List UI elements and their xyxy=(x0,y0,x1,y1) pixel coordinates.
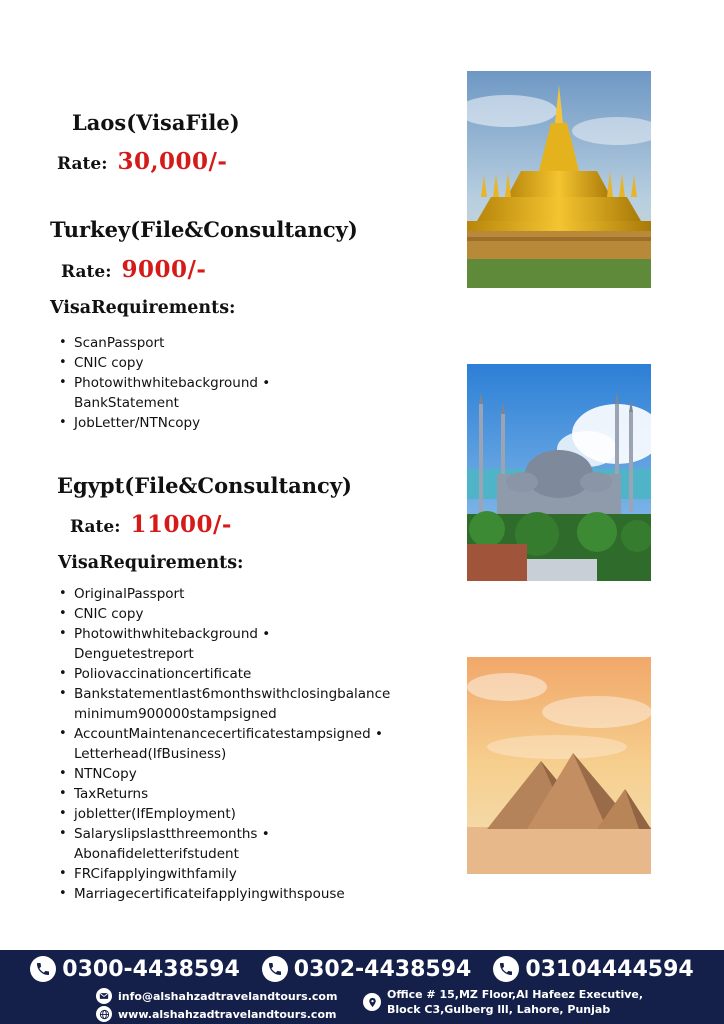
laos-title: Laos(VisaFile) xyxy=(72,110,240,135)
pha-that-luang-photo xyxy=(467,71,651,288)
website-text: www.alshahzadtravelandtours.com xyxy=(118,1007,337,1021)
egypt-requirements-list xyxy=(58,584,390,904)
turkey-title: Turkey(File&Consultancy) xyxy=(50,217,358,242)
turkey-requirements-list xyxy=(58,333,270,433)
website-contact[interactable] xyxy=(96,1006,336,1022)
turkey-rate-label: Rate: xyxy=(61,262,112,282)
laos-section xyxy=(72,110,240,135)
phone-2[interactable] xyxy=(262,956,472,982)
list-item: • Poliovaccinationcertificate xyxy=(58,664,390,684)
email-icon xyxy=(96,988,112,1004)
turkey-rate xyxy=(61,256,206,283)
egypt-rate-label: Rate: xyxy=(70,517,121,537)
list-item: • CNIC copy xyxy=(58,353,270,373)
list-item: • ScanPassport xyxy=(58,333,270,353)
phone-icon xyxy=(30,956,56,982)
list-item: • Marriagecertificateifapplyingwithspouse xyxy=(58,884,390,904)
list-item: • jobletter(IfEmployment) xyxy=(58,804,390,824)
egypt-rate-value: 11000/- xyxy=(130,511,232,538)
list-item: • TaxReturns xyxy=(58,784,390,804)
turkey-mosque-image xyxy=(467,364,651,581)
turkey-requirements-title: VisaRequirements: xyxy=(50,298,236,318)
office-address xyxy=(363,987,643,1017)
list-item: • CNIC copy xyxy=(58,604,390,624)
egypt-title: Egypt(File&Consultancy) xyxy=(57,473,352,498)
list-item: • FRCifapplyingwithfamily xyxy=(58,864,390,884)
phone-number-1: 0300-4438594 xyxy=(62,956,240,982)
list-item: • Salaryslipslastthreemonths • Abonafideletterifstudent xyxy=(58,824,390,864)
list-item: • NTNCopy xyxy=(58,764,390,784)
location-pin-icon xyxy=(363,993,381,1011)
list-item: • AccountMaintenancecertificatestampsigned • Letterhead(IfBusiness) xyxy=(58,724,390,764)
pyramids-photo xyxy=(467,657,651,874)
email-contact[interactable] xyxy=(96,988,337,1004)
list-item: • Bankstatementlast6monthswithclosingbalance minimum900000stampsigned xyxy=(58,684,390,724)
blue-mosque-photo xyxy=(467,364,651,581)
list-item: • Photowithwhitebackground • BankStatement xyxy=(58,373,270,413)
laos-rate xyxy=(57,148,227,175)
email-text: info@alshahzadtravelandtours.com xyxy=(118,989,338,1003)
address-line-2: Block C3,Gulberg lll, Lahore, Punjab xyxy=(387,1003,611,1016)
egypt-rate xyxy=(70,511,232,538)
phone-3[interactable] xyxy=(493,956,693,982)
phone-numbers xyxy=(0,956,724,982)
list-item: • JobLetter/NTNcopy xyxy=(58,413,270,433)
globe-icon xyxy=(96,1006,112,1022)
phone-number-3: 03104444594 xyxy=(525,956,694,982)
phone-icon xyxy=(262,956,288,982)
turkey-rate-value: 9000/- xyxy=(121,256,207,283)
list-item: • Photowithwhitebackground • Denguetestreport xyxy=(58,624,390,664)
turkey-section xyxy=(50,217,358,242)
laos-rate-label: Rate: xyxy=(57,154,108,174)
list-item: • OriginalPassport xyxy=(58,584,390,604)
laos-rate-value: 30,000/- xyxy=(117,148,228,175)
phone-icon xyxy=(493,956,519,982)
address-line-1: Office # 15,MZ Floor,Al Hafeez Executive, xyxy=(387,988,644,1001)
laos-temple-image xyxy=(467,71,651,288)
phone-1[interactable] xyxy=(30,956,240,982)
egypt-section xyxy=(57,473,352,498)
egypt-pyramids-image xyxy=(467,657,651,874)
phone-number-2: 0302-4438594 xyxy=(293,956,472,982)
egypt-requirements-title: VisaRequirements: xyxy=(58,553,244,573)
